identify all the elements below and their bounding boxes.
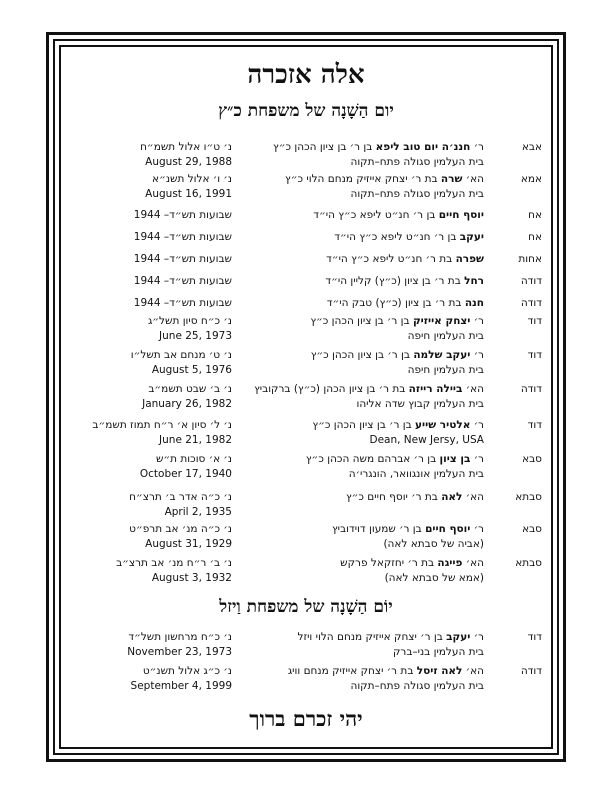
memorial-entry	[62, 490, 550, 524]
person-name: יעקב	[446, 631, 471, 643]
burial-place: בית העלמין חיפה	[407, 330, 484, 342]
burial-place: בית העלמין אונגוואר, הונגרי׳ה	[348, 468, 484, 480]
gregorian-date: June 21, 1982	[159, 434, 232, 446]
memorial-entry	[62, 382, 550, 416]
memorial-entry	[62, 664, 550, 698]
person-name: שפרה	[455, 253, 484, 265]
honorific: הא׳	[462, 557, 484, 569]
burial-place: (אביה של סבתא לאה)	[383, 538, 484, 550]
burial-place: בית העלמין סגולה פתח–תקוה	[350, 156, 484, 168]
person-name: יוסף חיים	[438, 209, 484, 221]
person-name: לאה זיסל	[416, 665, 463, 677]
relation-label: דודה	[520, 297, 542, 309]
gregorian-date: August 31, 1929	[145, 538, 232, 550]
relation-label: אח	[528, 209, 542, 221]
person-name: חנה	[464, 297, 484, 309]
name-cell	[254, 522, 484, 552]
hebrew-date: נ׳ כ״ג אלול תשנ״ט	[142, 665, 232, 677]
honorific: הא׳	[462, 491, 484, 503]
hebrew-date: נ׳ כ״ח מרחשון תשל״ד	[128, 631, 232, 643]
person-name: לאה	[441, 491, 463, 503]
lineage: בן ר׳ יצחק אייזיק מנחם הלוי ויזל	[297, 631, 447, 643]
name-cell	[254, 230, 484, 245]
memorial-entry	[62, 418, 550, 452]
memorial-entry	[62, 314, 550, 348]
name-cell	[254, 382, 484, 412]
hebrew-date: שבועות תש״ד– 1944	[133, 297, 232, 309]
name-cell	[254, 314, 484, 344]
gregorian-date: June 25, 1973	[159, 330, 232, 342]
person-name: יעקב	[459, 231, 484, 243]
date-cell	[66, 314, 232, 344]
lineage: בת ר׳ בן ציון (כ״ץ) קליין הי״ד	[325, 275, 465, 287]
person-name: אלטיר שייע	[415, 419, 471, 431]
person-name: רחל	[464, 275, 484, 287]
date-cell	[66, 630, 232, 660]
hebrew-date: שבועות תש״ד– 1944	[133, 209, 232, 221]
hebrew-date: נ׳ כ״ה מנ׳ אב תרפ״ט	[129, 523, 232, 535]
gregorian-date: August 5, 1976	[151, 364, 232, 376]
person-name: ביילה רייזה	[408, 383, 463, 395]
name-cell	[254, 140, 484, 170]
person-name: פייגה	[437, 557, 463, 569]
gregorian-date: September 4, 1999	[130, 680, 232, 692]
gregorian-date: January 26, 1982	[142, 398, 232, 410]
gregorian-date: April 2, 1935	[164, 506, 232, 518]
date-cell	[66, 664, 232, 694]
honorific: ר׳	[470, 453, 484, 465]
hebrew-date: נ׳ ט׳ מנחם אב תשל״ו	[130, 349, 232, 361]
hebrew-date: שבועות תש״ד– 1944	[133, 253, 232, 265]
burial-place: (אמא של סבתא לאה)	[384, 572, 484, 584]
name-cell	[254, 274, 484, 289]
date-cell	[66, 452, 232, 482]
memorial-entry	[62, 630, 550, 664]
lineage: בת ר׳ יצחק אייזיק מנחם הלוי כ״ץ	[285, 173, 441, 185]
memorial-entry	[62, 452, 550, 486]
person-name: יעקב שלמה	[413, 349, 471, 361]
name-cell	[254, 348, 484, 378]
page-title: אלה אזכרה	[247, 60, 365, 90]
date-cell	[66, 522, 232, 552]
name-cell	[254, 490, 484, 505]
honorific: הא׳	[462, 383, 484, 395]
honorific: ר׳	[470, 523, 484, 535]
relation-label: דוד	[527, 349, 542, 361]
relation-label: אבא	[521, 141, 542, 153]
hebrew-date: נ׳ ב׳ ר״ח מנ׳ אב תרצ״ב	[116, 557, 232, 569]
hebrew-date: נ׳ ל׳ סיון א׳ ר״ח תמוז תשמ״ב	[92, 419, 232, 431]
relation-label: דודה	[520, 275, 542, 287]
hebrew-date: נ׳ ב׳ שבט תשמ״ב	[148, 383, 232, 395]
lineage: בת ר׳ בן ציון (כ״ץ) טבק הי״ד	[326, 297, 465, 309]
relation-label: סבתא	[515, 491, 542, 503]
lineage: בת ר׳ יחזקאל פרקש	[340, 557, 438, 569]
lineage: בן ר׳ בן ציון הכהן כ״ץ	[310, 315, 413, 327]
date-cell	[66, 556, 232, 586]
burial-place: בית העלמין חיפה	[407, 364, 484, 376]
gregorian-date: August 3, 1932	[151, 572, 232, 584]
gregorian-date: November 23, 1973	[127, 646, 232, 658]
honorific: הא׳	[462, 665, 484, 677]
lineage: בן ר׳ בן ציון הכהן כ״ץ	[273, 141, 376, 153]
burial-place: בית העלמין סגולה פתח–תקוה	[350, 188, 484, 200]
name-cell	[254, 664, 484, 694]
date-cell	[66, 208, 232, 223]
relation-label: סבא	[522, 453, 542, 465]
lineage: בן ר׳ חנ״ט ליפא כ״ץ הי״ד	[313, 209, 439, 221]
name-cell	[254, 172, 484, 202]
burial-place: בית העלמין קבוץ שדה אליהו	[356, 398, 484, 410]
person-name: יוסף חיים	[425, 523, 471, 535]
burial-place: בית העלמין סגולה פתח–תקוה	[350, 680, 484, 692]
date-cell	[66, 348, 232, 378]
burial-place: Dean, New Jersy, USA	[369, 434, 484, 446]
date-cell	[66, 172, 232, 202]
relation-label: סבתא	[515, 557, 542, 569]
person-name: יצחק אייזיק	[412, 315, 471, 327]
gregorian-date: October 17, 1940	[139, 468, 232, 480]
honorific: ר׳	[470, 631, 484, 643]
date-cell	[66, 418, 232, 448]
honorific: ר׳	[470, 349, 484, 361]
hebrew-date: נ׳ ו׳ אלול תשנ״א	[152, 173, 232, 185]
honorific: הא׳	[462, 173, 484, 185]
date-cell	[66, 296, 232, 311]
name-cell	[254, 208, 484, 223]
date-cell	[66, 274, 232, 289]
lineage: בן ר׳ שמעון דוידוביץ	[332, 523, 426, 535]
honorific: ר׳	[470, 419, 484, 431]
person-name: חננ׳ה יום טוב ליפא	[375, 141, 471, 153]
gregorian-date: August 16, 1991	[145, 188, 232, 200]
memorial-entry	[62, 556, 550, 590]
name-cell	[254, 452, 484, 482]
relation-label: דודה	[520, 383, 542, 395]
closing-line: יהי זכרם ברוך	[249, 706, 363, 731]
section-title-weisel: יוֹם הַשָׁנָה של משפחת וַיזל	[219, 597, 393, 617]
lineage: בת ר׳ חנ״ט ליפא כ״ץ הי״ד	[326, 253, 456, 265]
relation-label: דוד	[527, 419, 542, 431]
date-cell	[66, 490, 232, 520]
lineage: בן ר׳ בן ציון הכהן כ״ץ	[310, 349, 414, 361]
relation-label: אח	[528, 231, 542, 243]
hebrew-date: נ׳ ט״ו אלול תשמ״ח	[140, 141, 232, 153]
name-cell	[254, 630, 484, 660]
name-cell	[254, 252, 484, 267]
honorific: ר׳	[470, 141, 484, 153]
gregorian-date: August 29, 1988	[145, 156, 232, 168]
relation-label: דודה	[520, 665, 542, 677]
date-cell	[66, 382, 232, 412]
name-cell	[254, 418, 484, 448]
date-cell	[66, 140, 232, 170]
memorial-entry	[62, 172, 550, 206]
memorial-page	[62, 48, 550, 746]
section-title-katz: יום הַשָׁנָה של משפחת כ״ץ	[218, 101, 394, 121]
relation-label: אחות	[518, 253, 542, 265]
hebrew-date: שבועות תש״ד– 1944	[133, 275, 232, 287]
person-name: שרה	[440, 173, 463, 185]
lineage: בן ר׳ בן ציון הכהן כ״ץ	[312, 419, 416, 431]
hebrew-date: נ׳ א׳ סוכות ת״ש	[155, 453, 232, 465]
relation-label: דוד	[527, 315, 542, 327]
relation-label: דוד	[527, 631, 542, 643]
name-cell	[254, 556, 484, 586]
lineage: בת ר׳ יוסף חיים כ״ץ	[345, 491, 442, 503]
hebrew-date: נ׳ כ״ח סיון תשל״ג	[147, 315, 232, 327]
honorific: ר׳	[470, 315, 484, 327]
memorial-entry	[62, 522, 550, 556]
lineage: בן ר׳ חנ״ט ליפא כ״ץ הי״ד	[334, 231, 460, 243]
memorial-entry	[62, 348, 550, 382]
relation-label: סבא	[522, 523, 542, 535]
relation-label: אמא	[520, 173, 542, 185]
hebrew-date: שבועות תש״ד– 1944	[133, 231, 232, 243]
name-cell	[254, 296, 484, 311]
person-name: בן ציון	[439, 453, 471, 465]
date-cell	[66, 252, 232, 267]
date-cell	[66, 230, 232, 245]
hebrew-date: נ׳ כ״ה אדר ב׳ תרצ״ח	[129, 491, 232, 503]
lineage: בת ר׳ יצחק אייזיק מנחם וויג	[287, 665, 417, 677]
lineage: בן ר׳ אברהם משה הכהן כ״ץ	[305, 453, 440, 465]
burial-place: בית העלמין בני–ברק	[392, 646, 484, 658]
lineage: בת ר׳ בן ציון הכהן (כ״ץ) ברקוביץ	[254, 383, 409, 395]
memorial-entry	[62, 140, 550, 174]
